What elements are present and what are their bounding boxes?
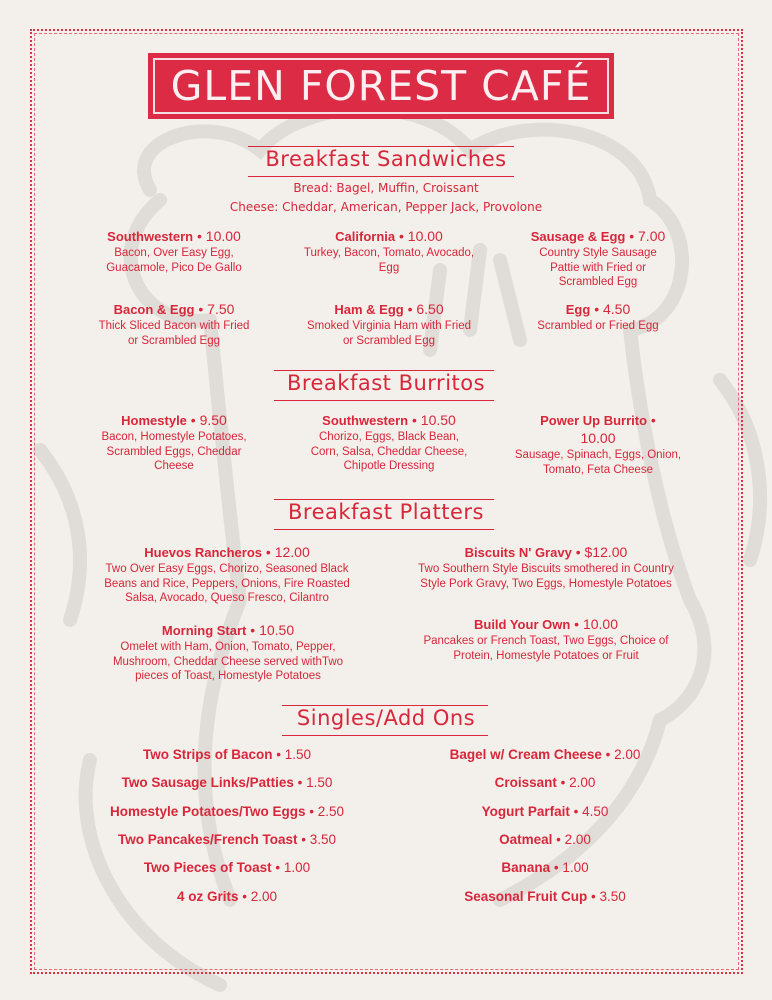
section-title-sandwiches: Breakfast Sandwiches <box>265 147 507 171</box>
item-name: Banana <box>501 860 551 875</box>
menu-item <box>86 301 262 348</box>
item-description: Bacon, Homestyle Potatoes, Scrambled Eggs, Cheddar Cheese <box>101 431 247 472</box>
item-price: • 2.00 <box>556 775 596 790</box>
item-price: • 10.00 <box>580 412 656 446</box>
list-item <box>86 831 368 849</box>
list-item <box>404 803 686 821</box>
menu-item <box>514 228 682 290</box>
item-name: Southwestern <box>322 413 409 428</box>
item-description: Two Over Easy Eggs, Chorizo, Seasoned Black Beans and Rice, Peppers, Onions, Fire Roasted Salsa, Avocado, Queso Fresco, Cilantro <box>104 563 350 604</box>
menu-item <box>514 301 682 334</box>
cheese-options: Cheese: Cheddar, American, Pepper Jack, Provolone <box>229 200 543 214</box>
item-name: Homestyle <box>121 413 187 428</box>
section-header-sandwiches <box>0 147 772 171</box>
item-price: • 12.00 <box>262 544 310 560</box>
item-name: Bagel w/ Cream Cheese <box>449 747 602 762</box>
menu-item <box>96 544 358 606</box>
item-price: • 1.00 <box>271 860 311 875</box>
item-name: Bacon & Egg <box>113 302 195 317</box>
cafe-title: GLEN FOREST CAFÉ <box>170 62 592 110</box>
item-name: Two Pancakes/French Toast <box>117 832 298 847</box>
item-name: Southwestern <box>107 229 194 244</box>
menu-item <box>302 228 476 275</box>
item-name: Croissant <box>494 775 557 790</box>
list-item <box>404 888 686 906</box>
item-name: Build Your Own <box>473 617 571 632</box>
item-name: California <box>335 229 396 244</box>
item-name: Power Up Burrito <box>540 413 648 428</box>
item-price: • 4.50 <box>590 301 631 317</box>
item-price: • 10.00 <box>395 228 443 244</box>
list-item <box>86 888 368 906</box>
menu-item <box>86 228 262 275</box>
item-description: Scrambled or Fried Egg <box>537 320 659 332</box>
section-header-burritos <box>0 371 772 395</box>
list-item <box>404 746 686 764</box>
item-description: Smoked Virginia Ham with Fried or Scrambled Egg <box>306 320 472 347</box>
item-price: • 2.00 <box>552 832 591 847</box>
item-name: Two Strips of Bacon <box>142 747 273 762</box>
item-description: Country Style Sausage Pattie with Fried or Scrambled Egg <box>539 247 657 288</box>
item-name: Biscuits N' Gravy <box>464 545 572 560</box>
menu-item <box>514 412 682 477</box>
item-description: Two Southern Style Biscuits smothered in Country Style Pork Gravy, Two Eggs, Homestyle Potatoes <box>418 563 674 590</box>
item-price: • 6.50 <box>403 301 444 317</box>
list-item <box>404 831 686 849</box>
item-description: Sausage, Spinach, Eggs, Onion, Tomato, Feta Cheese <box>514 449 682 476</box>
item-price: • 10.00 <box>570 616 618 632</box>
menu-item <box>302 301 476 348</box>
item-description: Thick Sliced Bacon with Fried or Scrambled Egg <box>98 320 250 347</box>
item-name: Two Sausage Links/Patties <box>121 775 294 790</box>
item-name: Yogurt Parfait <box>481 804 570 819</box>
bread-options: Bread: Bagel, Muffin, Croissant <box>293 181 479 195</box>
item-price: • $12.00 <box>571 544 628 560</box>
item-price: • 1.50 <box>293 775 333 790</box>
menu-item <box>410 616 682 663</box>
section-title-platters: Breakfast Platters <box>288 500 484 524</box>
item-description: Bacon, Over Easy Egg, Guacamole, Pico De Gallo <box>106 247 242 274</box>
list-item <box>86 774 368 792</box>
menu-item <box>304 412 474 474</box>
item-name: Morning Start <box>161 623 247 638</box>
item-price: • 1.50 <box>272 747 312 762</box>
list-item <box>404 774 686 792</box>
item-name: Homestyle Potatoes/Two Eggs <box>109 804 306 819</box>
menu-item <box>100 622 356 684</box>
item-name: Two Pieces of Toast <box>143 860 272 875</box>
item-price: • 10.50 <box>408 412 456 428</box>
item-price: • 7.50 <box>194 301 235 317</box>
item-description: Chorizo, Eggs, Black Bean, Corn, Salsa, Cheddar Cheese, Chipotle Dressing <box>310 431 468 472</box>
list-item <box>86 746 368 764</box>
item-price: • 9.50 <box>186 412 227 428</box>
item-price: • 1.00 <box>550 860 589 875</box>
item-description: Pancakes or French Toast, Two Eggs, Choice of Protein, Homestyle Potatoes or Fruit <box>423 635 669 662</box>
item-price: • 2.50 <box>305 804 345 819</box>
menu-item <box>410 544 682 591</box>
item-name: Oatmeal <box>499 832 553 847</box>
item-name: Ham & Egg <box>334 302 404 317</box>
item-description: Omelet with Ham, Onion, Tomato, Pepper, Mushroom, Cheddar Cheese served withTwo pieces of Toast, Homestyle Potatoes <box>112 641 344 682</box>
item-price: • 10.00 <box>193 228 241 244</box>
item-name: Huevos Rancheros <box>144 545 263 560</box>
item-name: 4 oz Grits <box>176 889 239 904</box>
item-name: Seasonal Fruit Cup <box>464 889 588 904</box>
menu-item <box>90 412 258 474</box>
item-name: Sausage & Egg <box>530 229 626 244</box>
list-item <box>404 859 686 877</box>
item-price: • 4.50 <box>569 804 609 819</box>
item-price: • 10.50 <box>246 622 295 638</box>
cafe-title-banner <box>148 53 614 119</box>
section-title-burritos: Breakfast Burritos <box>286 371 486 395</box>
list-item <box>86 859 368 877</box>
item-price: • 2.00 <box>601 747 641 762</box>
section-header-platters <box>0 500 772 524</box>
item-price: • 7.00 <box>625 228 666 244</box>
item-description: Turkey, Bacon, Tomato, Avocado, Egg <box>303 247 475 274</box>
item-price: • 3.50 <box>297 832 337 847</box>
list-item <box>86 803 368 821</box>
item-price: • 2.00 <box>238 889 278 904</box>
section-title-singles: Singles/Add Ons <box>296 706 476 730</box>
item-name: Egg <box>565 302 591 317</box>
item-price: • 3.50 <box>587 889 626 904</box>
section-header-singles <box>0 706 772 730</box>
